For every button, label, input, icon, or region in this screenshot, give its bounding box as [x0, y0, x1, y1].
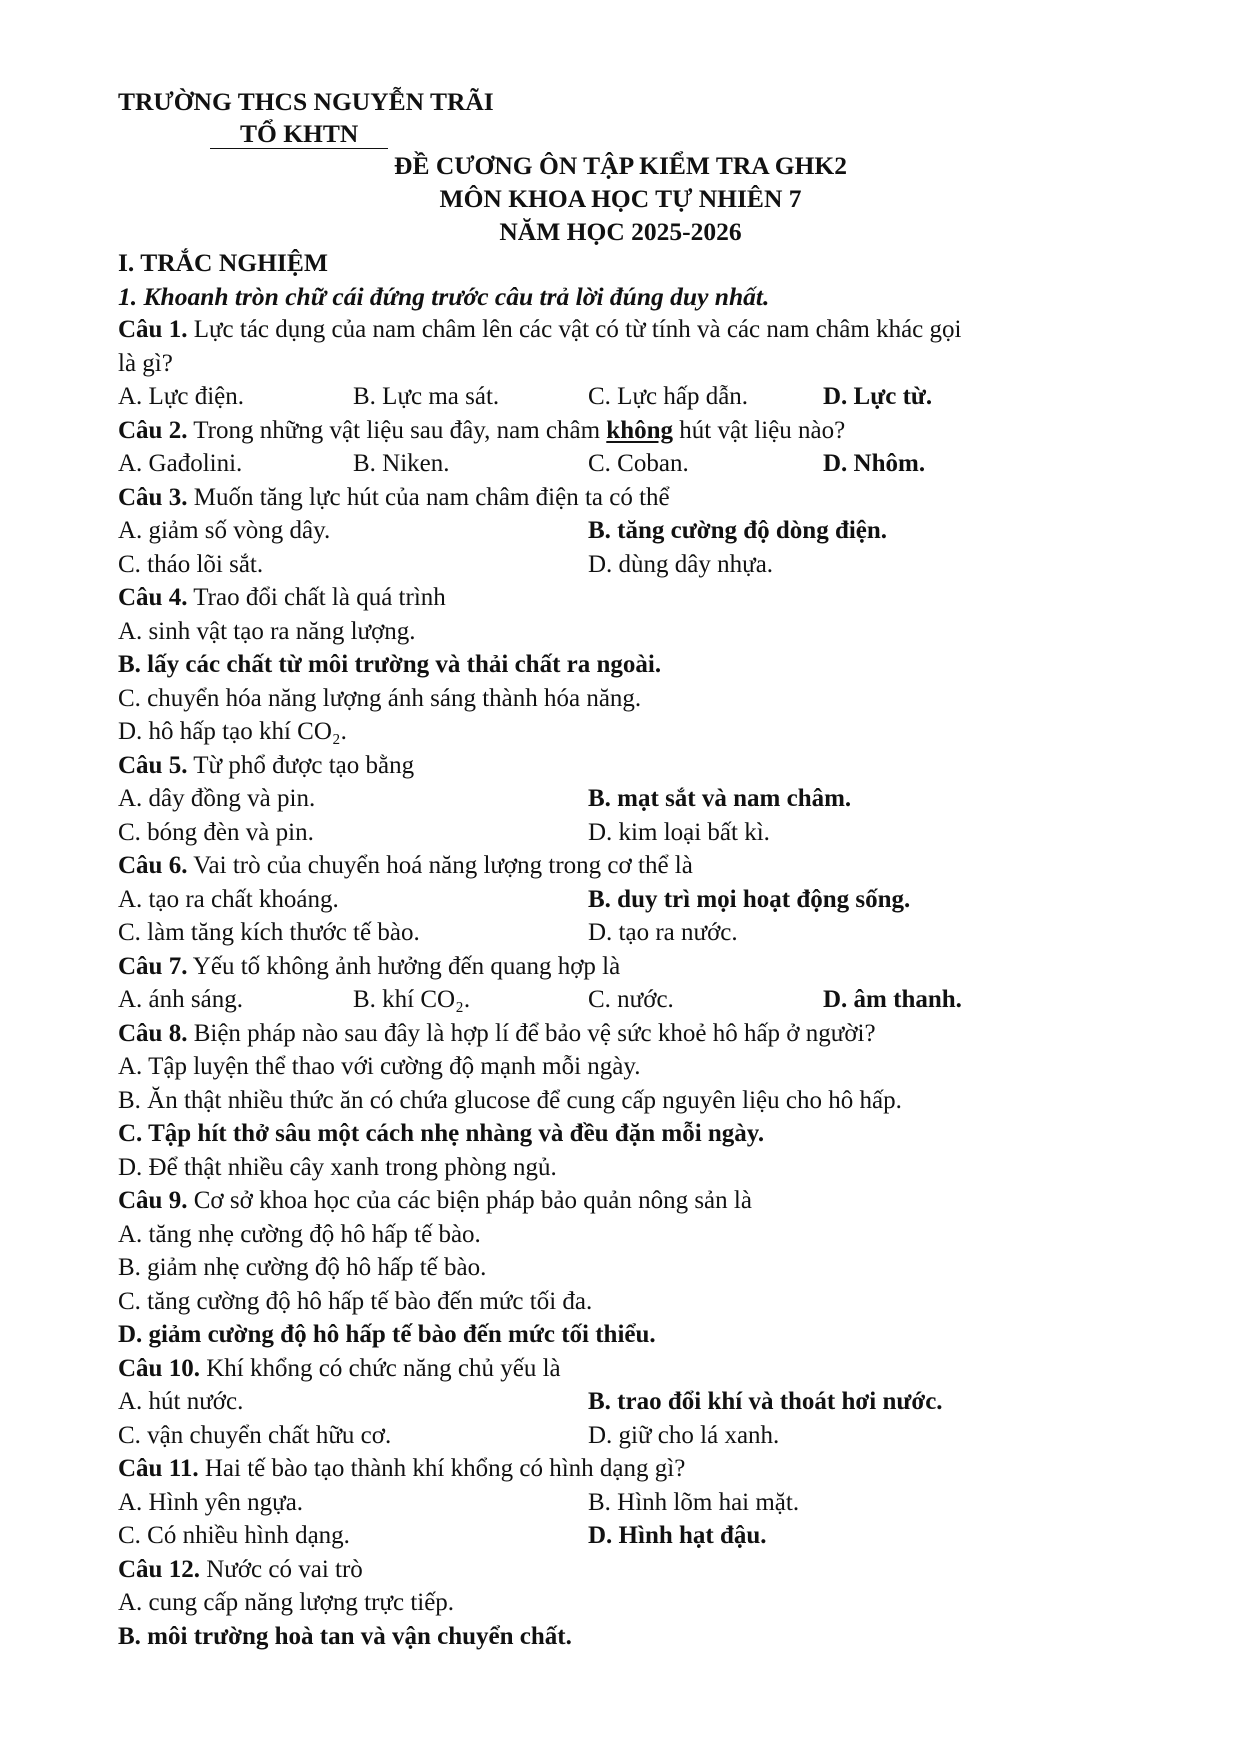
exam-body	[118, 246, 1128, 1653]
question-2	[118, 414, 1128, 448]
question-label: Câu 1.	[118, 316, 188, 343]
answer-option: C. tăng cường độ hô hấp tế bào đến mức tối đa.	[118, 1287, 593, 1315]
section-instruction: 1. Khoanh tròn chữ cái đứng trước câu trả lời đúng duy nhất.	[118, 281, 770, 311]
correct-answer-option: C. Tập hít thở sâu một cách nhẹ nhàng và đều đặn mỗi ngày.	[118, 1120, 765, 1147]
question-stem: Lực tác dụng của nam châm lên các vật có từ tính và các nam châm khác gọi	[187, 316, 962, 343]
answer-option: D. hô hấp tạo khí CO₂.	[118, 718, 347, 745]
question-9	[118, 1184, 1128, 1218]
question-3	[118, 481, 1128, 515]
question-11	[118, 1452, 1128, 1486]
answer-option: B. khí CO₂.	[353, 986, 471, 1013]
answer-option: C. nước.	[588, 986, 674, 1013]
question-8	[118, 1017, 1128, 1051]
answer-option: B. Hình lõm hai mặt.	[588, 1488, 800, 1516]
correct-answer-option: B. môi trường hoà tan và vận chuyển chất.	[118, 1622, 572, 1650]
question-stem: Vai trò của chuyển hoá năng lượng trong cơ thể là	[187, 852, 693, 879]
answer-option: A. tạo ra chất khoáng.	[118, 885, 339, 913]
question-stem-continued: là gì?	[118, 349, 173, 377]
answer-option: A. Hình yên ngựa.	[118, 1488, 304, 1516]
school-name: TRƯỜNG THCS NGUYỄN TRÃI	[118, 87, 494, 116]
question-6	[118, 849, 1128, 883]
question-label: Câu 5.	[118, 751, 188, 779]
school-year: NĂM HỌC 2025-2026	[499, 217, 742, 246]
question-12	[118, 1553, 1128, 1587]
answer-option: D. dùng dây nhựa.	[588, 550, 774, 578]
question-label: Câu 4.	[118, 584, 188, 611]
question-label: Câu 2.	[118, 416, 188, 444]
answer-option: D. kim loại bất kì.	[588, 818, 770, 846]
question-label: Câu 9.	[118, 1187, 188, 1214]
answer-option: C. Coban.	[588, 450, 689, 477]
answer-option: A. sinh vật tạo ra năng lượng.	[118, 617, 416, 645]
answer-option: B. giảm nhẹ cường độ hô hấp tế bào.	[118, 1254, 487, 1281]
answer-option: C. tháo lõi sắt.	[118, 550, 264, 578]
answer-row	[118, 916, 1128, 950]
answer-option: A. Tập luyện thể thao với cường độ mạnh mỗi ngày.	[118, 1053, 641, 1080]
answer-row	[118, 816, 1128, 850]
correct-answer-option: D. âm thanh.	[823, 986, 962, 1013]
answer-row	[118, 883, 1128, 917]
question-stem: Nước có vai trò	[199, 1555, 363, 1583]
correct-answer-option: D. Nhôm.	[823, 450, 926, 477]
question-label: Câu 11.	[118, 1455, 199, 1482]
answer-option: A. cung cấp năng lượng trực tiếp.	[118, 1589, 455, 1616]
question-5	[118, 749, 1128, 783]
question-label: Câu 12.	[118, 1555, 200, 1583]
question-stem: Từ phổ được tạo bằng	[187, 751, 415, 779]
answer-row	[118, 782, 1128, 816]
correct-answer-option: D. giảm cường độ hô hấp tế bào đến mức tối thiểu.	[118, 1321, 656, 1348]
document-title: ĐỀ CƯƠNG ÔN TẬP KIỂM TRA GHK2	[394, 151, 847, 180]
correct-answer-option: D. Hình hạt đậu.	[588, 1522, 767, 1549]
question-stem: Yếu tố không ảnh hưởng đến quang hợp là	[187, 952, 621, 980]
answer-row	[118, 380, 1128, 414]
answer-row	[118, 983, 1128, 1017]
question-label: Câu 7.	[118, 952, 188, 980]
answer-option: A. Gađolini.	[118, 450, 243, 477]
answer-row	[118, 447, 1128, 481]
correct-answer-option: B. mạt sắt và nam châm.	[588, 785, 852, 812]
subject-title: MÔN KHOA HỌC TỰ NHIÊN 7	[439, 184, 802, 213]
question-stem: Cơ sở khoa học của các biện pháp bảo quản nông sản là	[187, 1187, 752, 1214]
answer-row	[118, 548, 1128, 582]
answer-row	[118, 514, 1128, 548]
question-stem: Biện pháp nào sau đây là hợp lí để bảo vệ sức khoẻ hô hấp ở người?	[187, 1019, 876, 1047]
question-label: Câu 8.	[118, 1019, 188, 1047]
answer-row	[118, 1385, 1128, 1419]
question-stem: Khí khổng có chức năng chủ yếu là	[199, 1354, 561, 1382]
answer-option: C. chuyển hóa năng lượng ánh sáng thành hóa năng.	[118, 684, 642, 712]
answer-option: A. giảm số vòng dây.	[118, 517, 331, 544]
question-stem: Hai tế bào tạo thành khí khổng có hình dạng gì?	[198, 1455, 686, 1482]
correct-answer-option: B. trao đổi khí và thoát hơi nước.	[588, 1388, 943, 1415]
answer-row	[118, 1519, 1128, 1553]
question-stem: Trao đổi chất là quá trình	[187, 584, 446, 611]
question-10	[118, 1352, 1128, 1386]
answer-option: A. dây đồng và pin.	[118, 785, 316, 812]
answer-option: A. ánh sáng.	[118, 986, 243, 1013]
answer-option: A. hút nước.	[118, 1388, 244, 1415]
department-underline	[210, 148, 388, 149]
answer-option: C. làm tăng kích thước tế bào.	[118, 919, 420, 946]
correct-answer-option: B. lấy các chất từ môi trường và thải chất ra ngoài.	[118, 651, 662, 678]
answer-option: A. Lực điện.	[118, 383, 245, 410]
answer-option: C. vận chuyển chất hữu cơ.	[118, 1421, 392, 1449]
answer-row	[118, 1419, 1128, 1453]
answer-option: D. Để thật nhiều cây xanh trong phòng ngủ.	[118, 1153, 557, 1181]
answer-option: C. Có nhiều hình dạng.	[118, 1522, 350, 1549]
department-name: TỔ KHTN	[240, 119, 359, 148]
answer-option: D. giữ cho lá xanh.	[588, 1421, 780, 1449]
correct-answer-option: B. tăng cường độ dòng điện.	[588, 517, 888, 544]
question-stem-end: hút vật liệu nào?	[673, 416, 846, 444]
emphasis-word: không	[606, 416, 674, 444]
question-7	[118, 950, 1128, 984]
question-1	[118, 313, 1128, 347]
question-4	[118, 581, 1128, 615]
answer-option: D. tạo ra nước.	[588, 919, 738, 946]
question-stem: Trong những vật liệu sau đây, nam châm	[187, 416, 607, 444]
question-stem: Muốn tăng lực hút của nam châm điện ta có thể	[187, 483, 670, 511]
answer-row	[118, 1486, 1128, 1520]
correct-answer-option: B. duy trì mọi hoạt động sống.	[588, 885, 911, 913]
answer-option: A. tăng nhẹ cường độ hô hấp tế bào.	[118, 1220, 481, 1248]
answer-option: B. Lực ma sát.	[353, 383, 500, 410]
answer-option: C. bóng đèn và pin.	[118, 818, 314, 846]
correct-answer-option: D. Lực từ.	[823, 383, 933, 410]
answer-option: B. Niken.	[353, 450, 450, 477]
question-label: Câu 6.	[118, 852, 188, 879]
section-heading: I. TRẮC NGHIỆM	[118, 248, 328, 277]
question-label: Câu 10.	[118, 1354, 200, 1382]
answer-option: C. Lực hấp dẫn.	[588, 383, 749, 410]
answer-option: B. Ăn thật nhiều thức ăn có chứa glucose để cung cấp nguyên liệu cho hô hấp.	[118, 1086, 902, 1114]
question-label: Câu 3.	[118, 483, 188, 511]
